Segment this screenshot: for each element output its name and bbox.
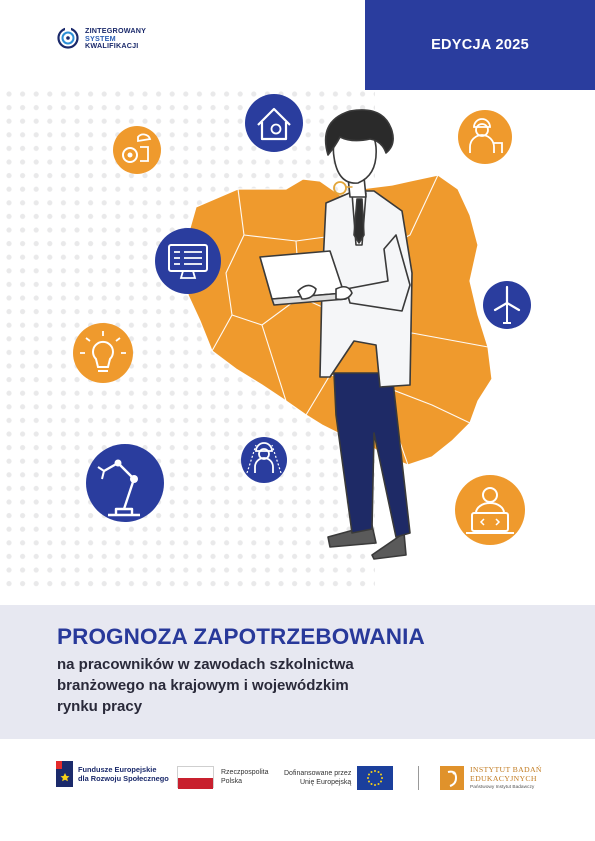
eu-line2: Unię Europejską [299,779,352,786]
zsk-logo-line1: ZINTEGROWANY [85,26,147,35]
eu-logo-text [284,769,351,787]
ibe-line1: INSTYTUT BADAŃ [470,765,542,774]
ibe-line2: EDUKACYJNYCH [470,774,537,783]
rp-logo-text [221,768,268,786]
ibe-logo-text [470,765,542,790]
ibe-logo [440,765,542,790]
subtitle-line1: na pracowników w zawodach szkolnictwa [57,656,354,673]
man-with-laptop-illustration [0,85,595,605]
zsk-logo-line3: KWALIFIKACJI [85,41,139,51]
rp-line1: Rzeczpospolita [221,769,269,776]
document-title: PROGNOZA ZAPOTRZEBOWANIA [57,624,425,649]
zsk-logo-text [85,27,146,50]
fe-logo-text [78,765,169,783]
edition-banner [365,0,595,90]
hero-illustration [0,85,595,605]
eu-flag-icon [357,766,393,790]
ibe-line3: Państwowy Instytut Badawczy [470,785,535,790]
rp-line2: Polska [221,778,243,785]
document-subtitle [57,654,477,717]
subtitle-line2: branżowego na krajowym i wojewódzkim [57,677,349,694]
ibe-emblem-icon [440,766,464,790]
logo-separator [418,766,419,790]
zsk-emblem-icon [57,27,79,49]
fundusze-europejskie-logo [56,761,169,787]
subtitle-line3: rynku pracy [57,698,143,715]
fe-line2: dla Rozwoju Społecznego [78,774,169,783]
rzeczpospolita-logo [177,766,268,788]
zsk-logo [57,27,146,50]
edition-label: EDYCJA 2025 [431,37,529,53]
eu-line1: Dofinansowane przez [284,770,352,777]
eu-cofunding-logo [284,766,393,790]
funding-logos [0,750,595,810]
fe-line1: Fundusze Europejskie [78,765,157,774]
fe-emblem-icon [56,761,73,787]
polish-flag-icon [177,766,214,788]
zsk-logo-line2: SYSTEM [85,33,116,43]
